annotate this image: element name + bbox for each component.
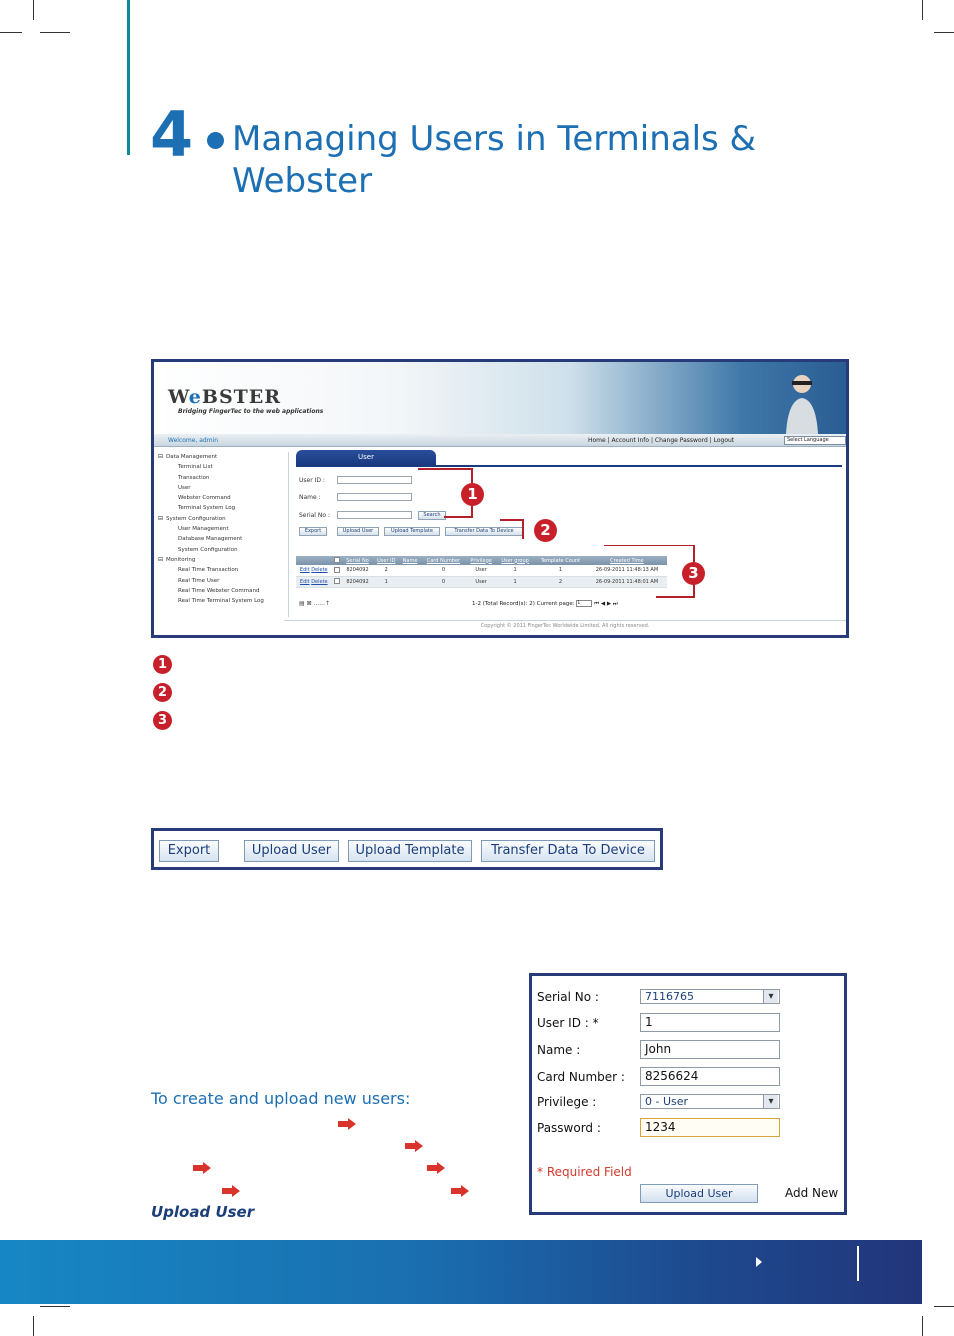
cell-created: 26-09-2011 11:48:13 AM [587,565,667,576]
arrow-right-icon [222,1185,240,1197]
cell-card: 0 [421,565,466,576]
callout-line [500,519,524,521]
table-row [296,576,667,587]
pager-text: 1-2 (Total Record(s): 2) Current page: [472,601,575,607]
cell-created: 26-09-2011 11:48:01 AM [587,576,667,587]
cell-group: 1 [496,576,534,587]
table-header[interactable] [332,556,342,565]
cell-serial: 8204092 [342,565,373,576]
language-select[interactable]: Select Language [784,436,846,445]
arrow-right-icon [405,1140,423,1152]
chapter-title: Managing Users in Terminals & Webster [232,119,757,201]
delete-link[interactable]: Delete [311,578,328,585]
serial-no-label: Serial No : [299,512,330,519]
last-page-icon[interactable]: ⏭ [612,601,618,607]
webster-user-screenshot [151,359,849,638]
card-number-label: Card Number : [537,1070,625,1084]
name-field[interactable]: John [640,1040,780,1059]
footer-divider [857,1246,859,1281]
crop-mark [33,0,34,20]
serial-no-label: Serial No : [537,990,599,1004]
edit-link[interactable]: Edit [299,567,310,574]
sidebar-divider [288,452,289,617]
row-checkbox-cell[interactable] [332,565,342,576]
instructions-heading: To create and upload new users: [151,1089,411,1108]
user-table [296,556,667,588]
triangle-right-icon [756,1257,762,1267]
cell-user-id: 2 [373,565,399,576]
table-header [296,556,332,565]
callout-line [444,516,473,518]
sidebar-item-user-management[interactable]: User Management [178,526,229,533]
crop-mark [934,1306,954,1307]
callout-line [656,596,695,598]
webster-navbar [154,434,846,447]
table-header-row [296,556,667,565]
tab-user[interactable]: User [296,450,436,465]
arrow-right-icon [427,1162,445,1174]
table-header: Template Count [534,556,587,565]
upload-template-button[interactable]: Upload Template [348,840,472,862]
sidebar-item-realtime-transaction[interactable]: Real Time Transaction [178,567,239,574]
nav-links[interactable]: Home | Account Info | Change Password | Logout [588,437,735,444]
upload-user-button[interactable]: Upload User [640,1184,758,1203]
cell-privilege: User [466,576,496,587]
cell-privilege: User [466,565,496,576]
callout-line [604,545,694,546]
password-field[interactable]: 1234 [640,1118,780,1137]
table-row [296,565,667,576]
legend-badge-1: 1 [153,655,172,674]
page-select[interactable]: 1 [576,600,592,607]
crop-mark [934,32,954,33]
upload-user-button[interactable]: Upload User [337,527,379,536]
person-illustration-icon [782,370,822,434]
upload-template-button[interactable]: Upload Template [384,527,440,536]
sidebar-item-realtime-user[interactable]: Real Time User [178,577,220,584]
row-checkbox-cell[interactable] [332,576,342,587]
webster-banner [154,362,846,434]
name-label: Name : [299,494,321,501]
arrow-right-icon [193,1162,211,1174]
cell-template-count: 1 [534,565,587,576]
sidebar-item-terminal-list[interactable]: Terminal List [178,464,213,471]
chapter-bullet [207,132,224,149]
name-input[interactable] [337,493,412,501]
upload-user-button[interactable]: Upload User [244,840,339,862]
sidebar-item-terminal-system-log[interactable]: Terminal System Log [178,505,236,512]
password-label: Password : [537,1121,601,1135]
table-header[interactable]: Serial No [342,556,373,565]
legend-badge-2: 2 [153,683,172,702]
prev-page-icon[interactable]: ◀ [600,601,606,607]
arrow-right-icon [338,1118,356,1130]
chapter-accent-bar [127,0,130,155]
row-actions [296,576,332,587]
upload-user-label: Upload User [151,1203,255,1221]
webster-footer: Copyright © 2011 FingerTec Worldwide Limited. All rights reserved. [284,620,846,629]
pager [472,600,618,608]
transfer-data-button[interactable]: Transfer Data To Device [481,840,655,862]
crop-mark [922,0,923,20]
cell-name [399,565,420,576]
cell-name [399,576,420,587]
webster-tagline: Bridging FingerTec to the web applications [178,408,324,415]
tab-underline [296,465,842,467]
crop-mark [0,32,22,33]
sidebar-item-user[interactable]: User [178,484,191,491]
cell-serial: 8204092 [342,576,373,587]
sidebar-item-realtime-webster-command[interactable]: Real Time Webster Command [178,587,260,594]
select-all-checkbox[interactable] [334,557,340,563]
user-id-input[interactable] [337,476,412,484]
row-checkbox[interactable] [334,567,340,573]
sidebar-item-transaction[interactable]: Transaction [178,474,210,481]
required-field-note: * Required Field [537,1165,632,1179]
sidebar-group[interactable]: ⊟ System Configuration [158,514,288,524]
name-label: Name : [537,1043,581,1057]
serial-no-input[interactable] [337,511,412,519]
upload-user-form-screenshot [529,973,847,1215]
first-page-icon[interactable]: ⏮ [594,601,600,607]
edit-link[interactable]: Edit [299,578,310,585]
callout-badge-3: 3 [682,562,705,585]
add-new-link[interactable]: Add New [785,1186,839,1200]
user-id-label: User ID : [299,477,325,484]
arrow-right-icon [451,1185,469,1197]
export-button[interactable]: Export [159,840,219,862]
crop-mark [40,1306,70,1307]
welcome-text: Welcome, admin [168,437,219,444]
callout-line [522,519,524,539]
export-button[interactable]: Export [299,527,327,536]
callout-badge-2: 2 [534,519,557,542]
webster-logo: WeBSTER [168,386,282,408]
table-tool-icons[interactable]: ▤ ⊠ ......↑ [299,600,330,607]
sidebar-group[interactable]: ⊟ Monitoring [158,555,288,565]
table-header[interactable]: Created Time [587,556,667,565]
table-header[interactable]: User group [496,556,534,565]
user-id-label: User ID : * [537,1016,599,1030]
chapter-number: 4 [150,98,192,171]
row-checkbox[interactable] [334,578,340,584]
callout-line [418,468,472,470]
transfer-data-button[interactable]: Transfer Data To Device [445,527,523,536]
sidebar-item-system-configuration[interactable]: System Configuration [178,546,238,553]
search-button[interactable]: Search [418,511,446,520]
button-bar-screenshot [151,828,663,870]
cell-template-count: 2 [534,576,587,587]
crop-mark [40,32,70,33]
privilege-label: Privilege : [537,1095,597,1109]
table-header[interactable]: Privilege [466,556,496,565]
user-id-field[interactable]: 1 [640,1013,780,1032]
crop-mark [922,1316,923,1336]
sidebar [158,452,288,606]
table-header[interactable]: Name [399,556,420,565]
serial-no-select[interactable]: 7116765 ▾ [640,989,780,1004]
delete-link[interactable]: Delete [311,567,328,574]
sidebar-item-webster-command[interactable]: Webster Command [178,495,231,502]
sidebar-item-realtime-terminal-system-log[interactable]: Real Time Terminal System Log [178,598,264,605]
callout-badge-1: 1 [461,483,484,506]
cell-group: 1 [496,565,534,576]
cell-user-id: 1 [373,576,399,587]
crop-mark [33,1316,34,1336]
row-actions [296,565,332,576]
cell-card: 0 [421,576,466,587]
page-footer-band [0,1240,922,1304]
card-number-field[interactable]: 8256624 [640,1067,780,1086]
legend-badge-3: 3 [153,711,172,730]
table-header[interactable]: User ID [373,556,399,565]
next-page-icon[interactable]: ▶ [606,601,612,607]
sidebar-item-database-management[interactable]: Database Management [178,536,243,543]
privilege-select[interactable]: 0 - User ▾ [640,1094,780,1109]
sidebar-group[interactable]: ⊟ Data Management [158,452,288,462]
table-header[interactable]: Card Number [421,556,466,565]
